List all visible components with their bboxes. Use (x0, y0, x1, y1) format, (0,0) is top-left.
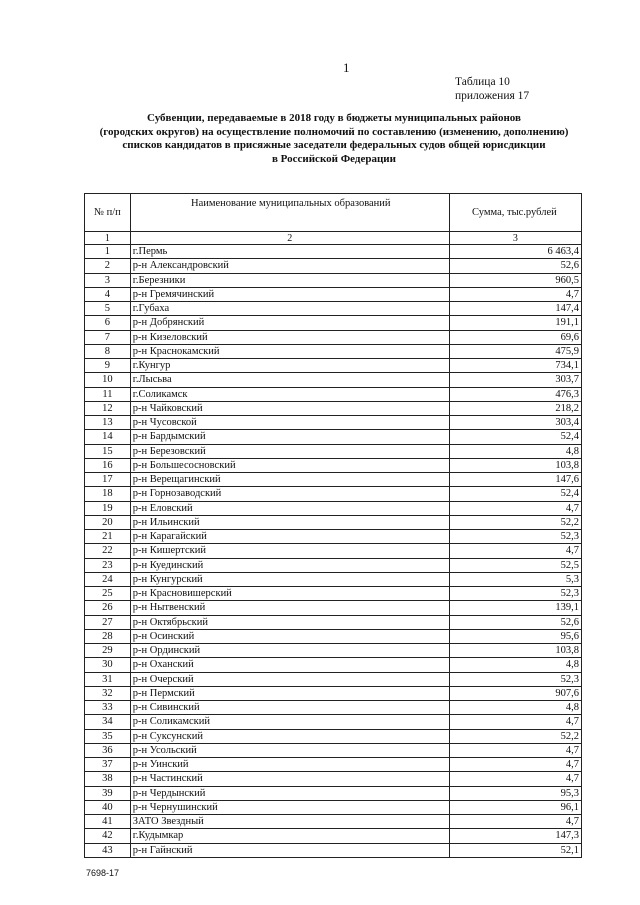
table-row (85, 273, 582, 287)
row-sum: 52,3 (449, 530, 581, 544)
page-number: 1 (343, 60, 350, 75)
row-municipality: р-н Красновишерский (130, 587, 449, 601)
table-row (85, 658, 582, 672)
row-municipality: ЗАТО Звездный (130, 815, 449, 829)
table-row (85, 815, 582, 829)
row-sum: 52,4 (449, 487, 581, 501)
table-row (85, 444, 582, 458)
row-municipality: р-н Ильинский (130, 515, 449, 529)
table-row (85, 686, 582, 700)
row-number: 39 (85, 786, 131, 800)
row-sum: 4,7 (449, 501, 581, 515)
row-municipality: р-н Кизеловский (130, 330, 449, 344)
row-municipality: р-н Нытвенский (130, 601, 449, 615)
table-label: Таблица 10 (455, 76, 510, 88)
row-number: 34 (85, 715, 131, 729)
table-row (85, 729, 582, 743)
table-row (85, 359, 582, 373)
row-sum: 4,7 (449, 743, 581, 757)
row-sum: 303,7 (449, 373, 581, 387)
row-municipality: р-н Чердынский (130, 786, 449, 800)
column-number: 1 (85, 232, 131, 245)
table-reference (455, 75, 529, 103)
table-row (85, 800, 582, 814)
row-number: 9 (85, 359, 131, 373)
row-sum: 52,5 (449, 558, 581, 572)
row-number: 2 (85, 259, 131, 273)
row-number: 15 (85, 444, 131, 458)
row-municipality: р-н Гайнский (130, 843, 449, 857)
row-number: 10 (85, 373, 131, 387)
row-municipality: р-н Оханский (130, 658, 449, 672)
row-number: 41 (85, 815, 131, 829)
row-sum: 139,1 (449, 601, 581, 615)
row-sum: 303,4 (449, 416, 581, 430)
table-row (85, 401, 582, 415)
title-line: Субвенции, передаваемые в 2018 году в бюджеты муниципальных районов (147, 112, 521, 124)
row-number: 7 (85, 330, 131, 344)
table-row (85, 743, 582, 757)
row-municipality: р-н Чернушинский (130, 800, 449, 814)
row-municipality: р-н Большесосновский (130, 458, 449, 472)
row-number: 22 (85, 544, 131, 558)
table-row (85, 544, 582, 558)
row-municipality: р-н Ординский (130, 644, 449, 658)
row-sum: 907,6 (449, 686, 581, 700)
table-row (85, 316, 582, 330)
row-sum: 475,9 (449, 344, 581, 358)
row-sum: 191,1 (449, 316, 581, 330)
row-municipality: р-н Осинский (130, 629, 449, 643)
row-sum: 95,3 (449, 786, 581, 800)
row-number: 20 (85, 515, 131, 529)
row-sum: 960,5 (449, 273, 581, 287)
table-row (85, 473, 582, 487)
row-number: 30 (85, 658, 131, 672)
table-row (85, 387, 582, 401)
header-sum: Сумма, тыс.рублей (449, 194, 581, 232)
row-number: 25 (85, 587, 131, 601)
row-number: 17 (85, 473, 131, 487)
row-municipality: р-н Суксунский (130, 729, 449, 743)
row-number: 42 (85, 829, 131, 843)
row-municipality: г.Пермь (130, 245, 449, 259)
table-row (85, 758, 582, 772)
row-municipality: г.Кунгур (130, 359, 449, 373)
table-row (85, 302, 582, 316)
row-number: 12 (85, 401, 131, 415)
row-municipality: г.Соликамск (130, 387, 449, 401)
table-row (85, 572, 582, 586)
title-line: списков кандидатов в присяжные заседатели федеральных судов общей юрисдикции (122, 139, 546, 151)
column-number: 2 (130, 232, 449, 245)
row-sum: 147,3 (449, 829, 581, 843)
row-municipality: р-н Соликамский (130, 715, 449, 729)
row-number: 11 (85, 387, 131, 401)
row-number: 26 (85, 601, 131, 615)
row-municipality: р-н Усольский (130, 743, 449, 757)
row-sum: 103,8 (449, 458, 581, 472)
row-number: 35 (85, 729, 131, 743)
row-number: 16 (85, 458, 131, 472)
table-row (85, 487, 582, 501)
table-body (85, 245, 582, 858)
table-row (85, 287, 582, 301)
row-sum: 52,2 (449, 515, 581, 529)
row-sum: 52,3 (449, 587, 581, 601)
row-number: 23 (85, 558, 131, 572)
table-row (85, 245, 582, 259)
row-number: 24 (85, 572, 131, 586)
table-row (85, 430, 582, 444)
table-row (85, 501, 582, 515)
table-row (85, 701, 582, 715)
row-sum: 96,1 (449, 800, 581, 814)
row-number: 13 (85, 416, 131, 430)
header-name: Наименование муниципальных образований (130, 194, 449, 232)
row-sum: 6 463,4 (449, 245, 581, 259)
table-row (85, 416, 582, 430)
row-municipality: г.Кудымкар (130, 829, 449, 843)
row-municipality: р-н Октябрьский (130, 615, 449, 629)
table-row (85, 629, 582, 643)
row-number: 38 (85, 772, 131, 786)
row-number: 31 (85, 672, 131, 686)
title-line: (городских округов) на осуществление полномочий по составлению (изменению, дополнению) (99, 125, 569, 138)
row-sum: 52,2 (449, 729, 581, 743)
row-municipality: р-н Пермский (130, 686, 449, 700)
row-municipality: р-н Частинский (130, 772, 449, 786)
table-row (85, 330, 582, 344)
row-municipality: р-н Сивинский (130, 701, 449, 715)
footer-code: 7698-17 (86, 868, 120, 878)
row-municipality: р-н Карагайский (130, 530, 449, 544)
row-sum: 4,8 (449, 444, 581, 458)
table-row (85, 672, 582, 686)
table-row (85, 601, 582, 615)
row-number: 8 (85, 344, 131, 358)
row-municipality: р-н Березовский (130, 444, 449, 458)
row-sum: 4,7 (449, 544, 581, 558)
row-sum: 4,8 (449, 701, 581, 715)
column-number: 3 (449, 232, 581, 245)
row-sum: 147,4 (449, 302, 581, 316)
row-sum: 103,8 (449, 644, 581, 658)
row-number: 43 (85, 843, 131, 857)
row-sum: 52,6 (449, 615, 581, 629)
row-municipality: р-н Александровский (130, 259, 449, 273)
row-number: 32 (85, 686, 131, 700)
row-number: 36 (85, 743, 131, 757)
row-municipality: р-н Краснокамский (130, 344, 449, 358)
row-sum: 52,3 (449, 672, 581, 686)
table-row (85, 458, 582, 472)
row-sum: 69,6 (449, 330, 581, 344)
document-title (86, 112, 582, 166)
row-municipality: р-н Кишертский (130, 544, 449, 558)
row-municipality: р-н Чусовской (130, 416, 449, 430)
table-row (85, 373, 582, 387)
row-sum: 52,1 (449, 843, 581, 857)
row-municipality: г.Березники (130, 273, 449, 287)
row-municipality: р-н Бардымский (130, 430, 449, 444)
row-sum: 95,6 (449, 629, 581, 643)
row-municipality: р-н Добрянский (130, 316, 449, 330)
row-number: 21 (85, 530, 131, 544)
header-row (85, 194, 582, 232)
table-row (85, 587, 582, 601)
row-sum: 147,6 (449, 473, 581, 487)
table-row (85, 843, 582, 857)
row-number: 19 (85, 501, 131, 515)
row-number: 4 (85, 287, 131, 301)
table-row (85, 515, 582, 529)
row-sum: 5,3 (449, 572, 581, 586)
row-sum: 4,8 (449, 658, 581, 672)
row-number: 6 (85, 316, 131, 330)
row-sum: 52,6 (449, 259, 581, 273)
row-number: 5 (85, 302, 131, 316)
row-municipality: р-н Куединский (130, 558, 449, 572)
row-sum: 4,7 (449, 287, 581, 301)
subsidy-table (84, 193, 582, 858)
table-row (85, 786, 582, 800)
appendix-label: приложения 17 (455, 90, 530, 102)
row-number: 29 (85, 644, 131, 658)
row-municipality: р-н Еловский (130, 501, 449, 515)
row-sum: 4,7 (449, 815, 581, 829)
row-number: 28 (85, 629, 131, 643)
row-number: 1 (85, 245, 131, 259)
row-number: 18 (85, 487, 131, 501)
table-row (85, 772, 582, 786)
row-municipality: р-н Чайковский (130, 401, 449, 415)
row-municipality: р-н Очерский (130, 672, 449, 686)
table-row (85, 530, 582, 544)
row-municipality: г.Губаха (130, 302, 449, 316)
column-number-row (85, 232, 582, 245)
row-municipality: р-н Горнозаводский (130, 487, 449, 501)
table-row (85, 615, 582, 629)
row-municipality: р-н Гремячинский (130, 287, 449, 301)
row-municipality: р-н Верещагинский (130, 473, 449, 487)
table-row (85, 344, 582, 358)
table-row (85, 259, 582, 273)
row-number: 33 (85, 701, 131, 715)
row-sum: 4,7 (449, 758, 581, 772)
header-num: № п/п (85, 194, 131, 232)
row-sum: 476,3 (449, 387, 581, 401)
row-municipality: р-н Кунгурский (130, 572, 449, 586)
row-number: 40 (85, 800, 131, 814)
row-number: 27 (85, 615, 131, 629)
table-row (85, 644, 582, 658)
row-number: 37 (85, 758, 131, 772)
row-number: 3 (85, 273, 131, 287)
row-sum: 734,1 (449, 359, 581, 373)
title-line: в Российской Федерации (271, 152, 396, 165)
table-row (85, 715, 582, 729)
row-number: 14 (85, 430, 131, 444)
row-sum: 4,7 (449, 715, 581, 729)
table-row (85, 829, 582, 843)
row-sum: 52,4 (449, 430, 581, 444)
row-sum: 218,2 (449, 401, 581, 415)
row-municipality: р-н Уинский (130, 758, 449, 772)
row-municipality: г.Лысьва (130, 373, 449, 387)
table-row (85, 558, 582, 572)
row-sum: 4,7 (449, 772, 581, 786)
